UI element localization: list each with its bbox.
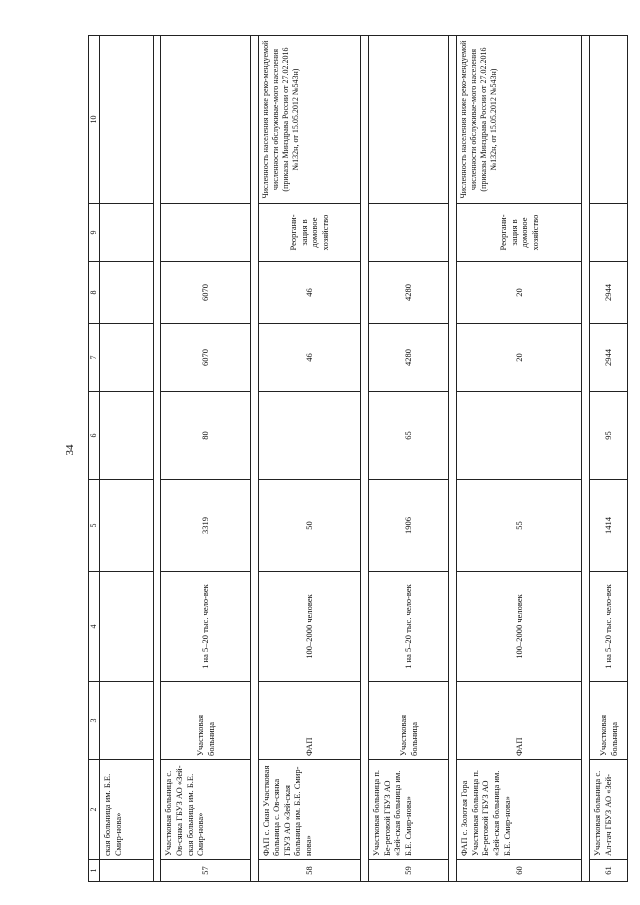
table-row: [590, 36, 628, 882]
row-number: 59: [369, 860, 449, 882]
note: Численность населения ниже реко-мендуемой численности обслуживае-мого населения (приказы Минздрава России от 27.02.2016 №132н, от 15.05.2012 №543н): [258, 36, 361, 204]
row-number: 60: [457, 860, 582, 882]
value-col-8: 46: [258, 262, 361, 324]
value-col-7: 2944: [590, 324, 628, 392]
header-col-8: 8: [89, 262, 100, 324]
facility-name: Участковая больница п. Бе-реговой ГБУЗ АО «Зей-ская больница им. Б.Е. Смир-нова»: [369, 760, 449, 860]
page-number: 34: [64, 444, 76, 456]
header-col-9: 9: [89, 204, 100, 262]
value-col-5: 50: [258, 480, 361, 572]
value-col-8: 20: [457, 262, 582, 324]
value-col-7: 4280: [369, 324, 449, 392]
header-col-1: 1: [89, 860, 100, 882]
action: Реоргани-зация в домовое хозяйство: [457, 204, 582, 262]
facility-type: Участковая больница: [161, 682, 250, 760]
facility-name: ФАП с. Сиан Участковая больница с. Ов-сянка ГБУЗ АО «Зей-ская больница им. Б.Е. Смир-нова»: [258, 760, 361, 860]
row-number: 61: [590, 860, 628, 882]
note: [369, 36, 449, 204]
header-col-5: 5: [89, 480, 100, 572]
value-col-6: [457, 392, 582, 480]
facility-name: ФАП с. Золотая Гора Участковая больница п. Бе-реговой ГБУЗ АО «Зей-ская больница им. Б.Е. Смир-нова»: [457, 760, 582, 860]
value-col-6: 95: [590, 392, 628, 480]
action: [369, 204, 449, 262]
facility-name: Участковая больница с. Ов-сянка ГБУЗ АО «Зей-ская больница им. Б.Е. Смир-нова»: [161, 760, 250, 860]
norm: 1 на 5–20 тыс. чело-век: [590, 572, 628, 682]
facility-name: Участковая больница с. Ал-гач ГБУЗ АО «Зей-: [590, 760, 628, 860]
facility-type: Участковая больница: [369, 682, 449, 760]
value-col-8: 2944: [590, 262, 628, 324]
value-col-5: 1906: [369, 480, 449, 572]
header-row: [89, 36, 100, 882]
continuation-name: ская больница им. Б.Е. Смир-нова»: [100, 760, 154, 860]
norm: 1 на 5–20 тыс. чело-век: [369, 572, 449, 682]
action: Реоргани-зация в домовое хозяйство: [258, 204, 361, 262]
header-col-2: 2: [89, 760, 100, 860]
header-col-4: 4: [89, 572, 100, 682]
value-col-7: 46: [258, 324, 361, 392]
norm: 1 на 5–20 тыс. чело-век: [161, 572, 250, 682]
value-col-5: 55: [457, 480, 582, 572]
header-col-3: 3: [89, 682, 100, 760]
facility-type: ФАП: [457, 682, 582, 760]
rotated-table-container: [88, 36, 628, 882]
norm: 100–2000 человек: [258, 572, 361, 682]
value-col-7: 6070: [161, 324, 250, 392]
table-row: [369, 36, 449, 882]
action: [590, 204, 628, 262]
action: [161, 204, 250, 262]
note: [590, 36, 628, 204]
facilities-table: [88, 35, 628, 882]
value-col-8: 6070: [161, 262, 250, 324]
note: Численность населения ниже реко-мендуемой численности обслуживае-мого населения (приказы Минздрава России от 27.02.2016 №132н, от 15.05.2012 №543н): [457, 36, 582, 204]
value-col-6: [258, 392, 361, 480]
value-col-8: 4280: [369, 262, 449, 324]
facility-type: ФАП: [258, 682, 361, 760]
header-col-10: 10: [89, 36, 100, 204]
value-col-6: 80: [161, 392, 250, 480]
continuation-row: [100, 36, 154, 882]
row-number: 58: [258, 860, 361, 882]
note: [161, 36, 250, 204]
table-row: [161, 36, 250, 882]
header-col-7: 7: [89, 324, 100, 392]
table-row: [258, 36, 361, 882]
row-number: 57: [161, 860, 250, 882]
facility-type: Участковая больница: [590, 682, 628, 760]
table-row: [457, 36, 582, 882]
value-col-7: 20: [457, 324, 582, 392]
value-col-5: 1414: [590, 480, 628, 572]
header-col-6: 6: [89, 392, 100, 480]
value-col-5: 3319: [161, 480, 250, 572]
value-col-6: 65: [369, 392, 449, 480]
norm: 100–2000 человек: [457, 572, 582, 682]
